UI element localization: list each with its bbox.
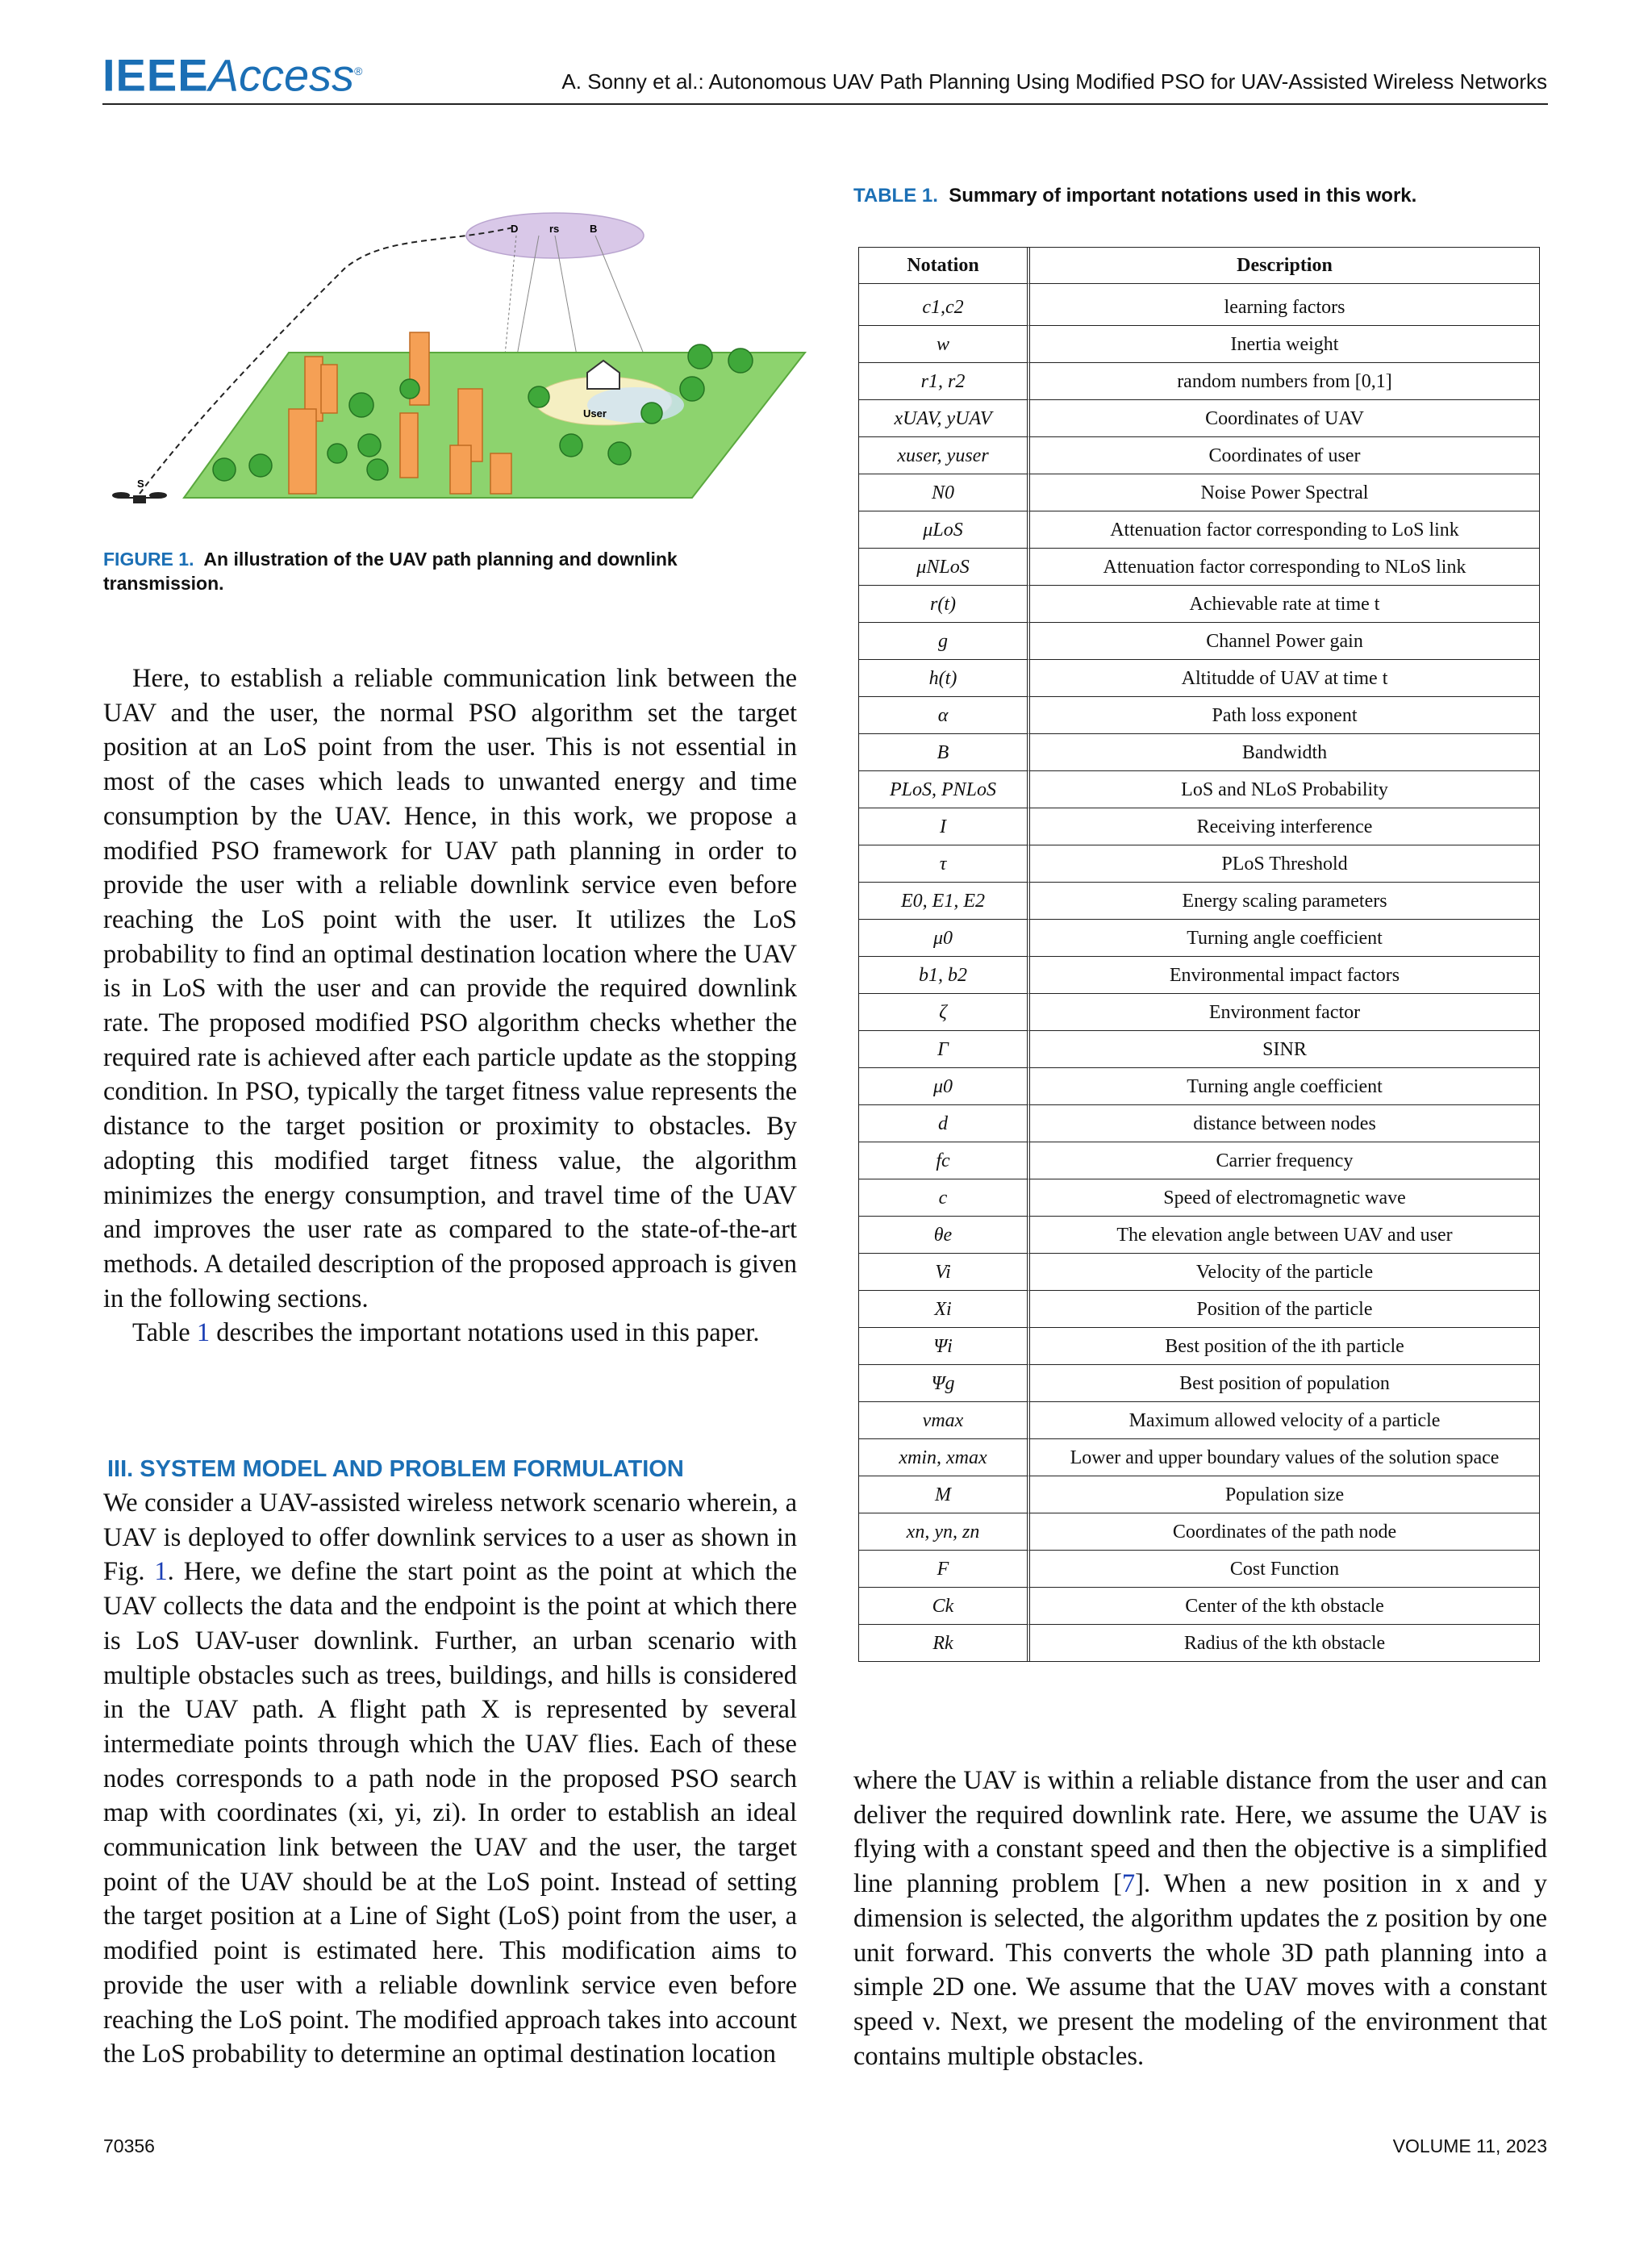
notation-cell: b1, b2 [859, 957, 1030, 994]
volume-info: VOLUME 11, 2023 [1392, 2135, 1547, 2156]
figure-ref-link[interactable]: 1 [154, 1557, 168, 1587]
notation-table [858, 247, 1540, 1662]
table-row [859, 474, 1539, 511]
notation-cell: xUAV, yUAV [859, 400, 1030, 437]
description-cell: Position of the particle [1030, 1291, 1539, 1328]
paragraph: We consider a UAV-assisted wireless network scenario wherein, a UAV is deployed to offer downlink services to a user as shown in Fig. 1. Here, we define the start point as the point at which the UAV collects the data and the endpoint is the point at which there is LoS UAV-user downlink. Further, an urban scenario with multiple obstacles such as trees, buildings, and hills is considered in the UAV path. A flight path X is represented by several intermediate points through which the UAV flies. Each of these nodes corresponds to a path node in the proposed PSO search map with coordinates (xi, yi, zi). In order to establish an ideal communication link between the UAV and the user, the target point of the UAV should be at the LoS point. Instead of setting the target position at a Line of Sight (LoS) point from the user, a modified point is estimated here. This modification aims to provide the user with a reliable downlink service even before reaching the LoS point. The modified approach takes into account the LoS probability to determine an optimal destination location [103, 1488, 797, 2069]
table-row [859, 1328, 1539, 1365]
citation-link[interactable]: 7 [1121, 1869, 1136, 1899]
table-row [859, 549, 1539, 586]
table-row [859, 845, 1539, 883]
description-cell: PLoS Threshold [1030, 845, 1539, 883]
notation-cell: Ck [859, 1588, 1030, 1625]
body-left-col-1 [103, 662, 797, 1351]
notation-cell: c1,c2 [859, 289, 1030, 326]
label-s: S [137, 478, 144, 490]
table-row [859, 771, 1539, 808]
notation-cell: w [859, 326, 1030, 363]
notation-cell: μNLoS [859, 549, 1030, 586]
notation-cell: Ψg [859, 1365, 1030, 1402]
table-row [859, 1476, 1539, 1513]
notation-cell: fc [859, 1142, 1030, 1179]
description-cell: Coordinates of user [1030, 437, 1539, 474]
table-row [859, 1365, 1539, 1402]
table-row [859, 697, 1539, 734]
notation-cell: r(t) [859, 586, 1030, 623]
notation-cell: g [859, 623, 1030, 660]
table-row [859, 326, 1539, 363]
notation-cell: α [859, 697, 1030, 734]
notation-cell: xuser, yuser [859, 437, 1030, 474]
notation-cell: h(t) [859, 660, 1030, 697]
figure-caption: FIGURE 1. An illustration of the UAV path planning and downlink transmission. [103, 549, 678, 594]
table-row [859, 1179, 1539, 1217]
paragraph: Table 1 describes the important notations used in this paper. [132, 1318, 760, 1348]
description-cell: Population size [1030, 1476, 1539, 1513]
notation-cell: θe [859, 1217, 1030, 1254]
description-cell: Noise Power Spectral [1030, 474, 1539, 511]
label-rs: rs [549, 223, 560, 235]
notation-cell: E0, E1, E2 [859, 883, 1030, 920]
paragraph: Here, to establish a reliable communication link between the UAV and the user, the normal PSO algorithm set the target position at an LoS point from the user. This is not essential in most of the cases which leads to unwanted energy and time consumption by the UAV. Hence, in this work, we propose a modified PSO framework for UAV path planning in order to provide the user with a reliable downlink service even before reaching the LoS point with the user. It utilizes the LoS probability to find an optimal destination location where the UAV is in LoS with the user and can provide the required downlink rate. The proposed modified PSO algorithm checks whether the required rate is achieved after each particle update as the stopping condition. In PSO, typically the target fitness value represents the distance to the target position or proximity to obstacles. By adopting this modified target fitness value, the algorithm minimizes the energy consumption, and travel time of the UAV and improves the user rate as compared to the state-of-the-art methods. A detailed description of the proposed approach is given in the following sections. [103, 664, 797, 1313]
label-d: D [511, 223, 519, 235]
table-row [859, 1551, 1539, 1588]
description-cell: Inertia weight [1030, 326, 1539, 363]
table-row [859, 1068, 1539, 1105]
notation-cell: d [859, 1105, 1030, 1142]
table-row [859, 1402, 1539, 1439]
table-row [859, 1031, 1539, 1068]
description-cell: Achievable rate at time t [1030, 586, 1539, 623]
description-cell: Speed of electromagnetic wave [1030, 1179, 1539, 1217]
table-row [859, 1217, 1539, 1254]
description-cell: Energy scaling parameters [1030, 883, 1539, 920]
notation-cell: M [859, 1476, 1030, 1513]
description-cell: Altitudde of UAV at time t [1030, 660, 1539, 697]
notation-cell: Ψi [859, 1328, 1030, 1365]
description-cell: Bandwidth [1030, 734, 1539, 771]
notation-cell: B [859, 734, 1030, 771]
table-row [859, 1105, 1539, 1142]
notation-cell: xmin, xmax [859, 1439, 1030, 1476]
notation-cell: Xi [859, 1291, 1030, 1328]
description-cell: Velocity of the particle [1030, 1254, 1539, 1291]
description-cell: LoS and NLoS Probability [1030, 771, 1539, 808]
description-cell: SINR [1030, 1031, 1539, 1068]
description-cell: The elevation angle between UAV and user [1030, 1217, 1539, 1254]
description-cell: Coordinates of the path node [1030, 1513, 1539, 1551]
table-row [859, 883, 1539, 920]
table-row [859, 1291, 1539, 1328]
notation-cell: F [859, 1551, 1030, 1588]
description-cell: Attenuation factor corresponding to LoS link [1030, 511, 1539, 549]
description-cell: Best position of the ith particle [1030, 1328, 1539, 1365]
notation-cell: μ0 [859, 1068, 1030, 1105]
description-cell: distance between nodes [1030, 1105, 1539, 1142]
description-cell: Radius of the kth obstacle [1183, 1632, 1386, 1654]
description-cell: Receiving interference [1030, 808, 1539, 845]
table-row [859, 1625, 1539, 1661]
notation-cell: I [859, 808, 1030, 845]
description-cell: Lower and upper boundary values of the solution space [1030, 1439, 1539, 1476]
notation-cell: μ0 [859, 920, 1030, 957]
table-row [859, 1254, 1539, 1291]
uav-icon [113, 493, 166, 503]
table-header-description: Description [1237, 255, 1333, 276]
paragraph: where the UAV is within a reliable distance from the user and can deliver the required downlink rate. Here, we assume the UAV is flying with a constant speed and then the objective is a simplified line planning problem [7]. When a new position in x and y dimension is selected, the algorithm updates the z position by one unit forward. This converts the whole 3D path planning into a simple 2D one. We assume that the UAV moves with a constant speed ν. Next, we present the modeling of the environment that contains multiple obstacles. [853, 1766, 1547, 2071]
table-row [859, 400, 1539, 437]
description-cell: Channel Power gain [1030, 623, 1539, 660]
description-cell: Turning angle coefficient [1030, 920, 1539, 957]
table-row [859, 511, 1539, 549]
table-row [859, 1588, 1539, 1625]
table-caption: TABLE 1. Summary of important notations used in this work. [853, 185, 1417, 207]
table-header-notation: Notation [859, 248, 1030, 283]
notation-cell: r1, r2 [859, 363, 1030, 400]
table-row [859, 808, 1539, 845]
description-cell: Maximum allowed velocity of a particle [1030, 1402, 1539, 1439]
description-cell: random numbers from [0,1] [1030, 363, 1539, 400]
table-row [859, 1513, 1539, 1551]
page-number: 70356 [103, 2135, 155, 2156]
notation-cell: vmax [859, 1402, 1030, 1439]
table-row [859, 586, 1539, 623]
notation-cell: c [859, 1179, 1030, 1217]
notation-cell: Vi [859, 1254, 1030, 1291]
notation-cell: N0 [859, 474, 1030, 511]
notation-cell: μLoS [859, 511, 1030, 549]
uav-path-figure [103, 211, 813, 534]
table-row [859, 920, 1539, 957]
table-row [859, 957, 1539, 994]
table-row [859, 660, 1539, 697]
table-row [859, 363, 1539, 400]
table-row [859, 1142, 1539, 1179]
notation-cell: Rk [859, 1625, 1030, 1661]
table-ref-link[interactable]: 1 [196, 1318, 211, 1348]
journal-logo: IEEEAccess® [102, 49, 363, 101]
running-head: A. Sonny et al.: Autonomous UAV Path Planning Using Modified PSO for UAV-Assisted Wireless Networks [561, 69, 1547, 94]
table-row [859, 994, 1539, 1031]
notation-cell: xn, yn, zn [859, 1513, 1030, 1551]
description-cell: Cost Function [1030, 1551, 1539, 1588]
description-cell: Best position of population [1030, 1365, 1539, 1402]
description-cell: Turning angle coefficient [1030, 1068, 1539, 1105]
description-cell: Environmental impact factors [1030, 957, 1539, 994]
notation-cell: τ [859, 845, 1030, 883]
header-rule [102, 103, 1548, 105]
table-row [859, 437, 1539, 474]
section-heading: III. SYSTEM MODEL AND PROBLEM FORMULATION [107, 1456, 684, 1482]
body-right-col [853, 1764, 1547, 2073]
notation-cell: Γ [859, 1031, 1030, 1068]
label-b: B [590, 223, 598, 235]
table-row [859, 734, 1539, 771]
description-cell: Coordinates of UAV [1030, 400, 1539, 437]
description-cell: Attenuation factor corresponding to NLoS link [1030, 549, 1539, 586]
notation-cell: PLoS, PNLoS [859, 771, 1030, 808]
table-row [859, 289, 1539, 326]
description-cell: learning factors [1030, 289, 1539, 326]
table-row [859, 1439, 1539, 1476]
description-cell: Path loss exponent [1030, 697, 1539, 734]
description-cell: Environment factor [1030, 994, 1539, 1031]
table-row [859, 623, 1539, 660]
body-left-col-2 [103, 1486, 797, 2072]
description-cell: Center of the kth obstacle [1030, 1588, 1539, 1625]
notation-cell: ζ [859, 994, 1030, 1031]
description-cell: Carrier frequency [1030, 1142, 1539, 1179]
label-user: User [583, 407, 607, 420]
